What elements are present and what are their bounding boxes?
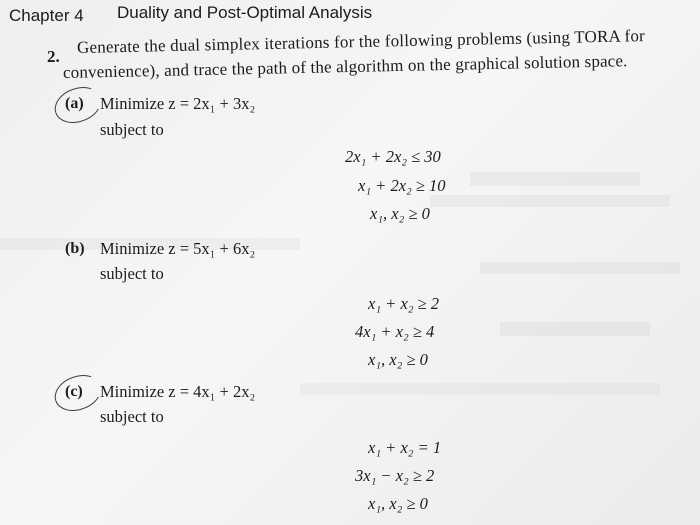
- bleed-through-mark: [430, 195, 670, 207]
- part-b-subject-to: subject to: [100, 264, 164, 283]
- chapter-title: Duality and Post-Optimal Analysis: [117, 3, 373, 22]
- part-c-constraint-1: x₁ + x₂ = 1: [368, 438, 442, 457]
- part-a-constraint-2: x₁ + 2x₂ ≥ 10: [358, 176, 446, 195]
- part-c-subject-to: subject to: [100, 407, 164, 426]
- bleed-through-mark: [500, 322, 650, 336]
- part-a-objective: Minimize z = 2x₁ + 3x₂: [100, 94, 256, 113]
- part-c-constraint-3: x₁, x₂ ≥ 0: [368, 494, 428, 513]
- part-a-constraint-3: x₁, x₂ ≥ 0: [370, 204, 430, 223]
- chapter-label: Chapter 4: [9, 6, 84, 25]
- bleed-through-mark: [300, 383, 660, 395]
- part-c-label: (c): [65, 383, 83, 400]
- part-a-constraint-1: 2x₁ + 2x₂ ≤ 30: [345, 147, 441, 166]
- part-a-subject-to: subject to: [100, 120, 164, 139]
- part-b-label: (b): [65, 240, 85, 257]
- part-b-constraint-1: x₁ + x₂ ≥ 2: [368, 294, 440, 313]
- problem-statement-line-1: Generate the dual simplex iterations for the following problems (using TORA for: [76, 26, 646, 57]
- part-c-objective: Minimize z = 4x₁ + 2x₂: [100, 382, 256, 401]
- part-b-constraint-3: x₁, x₂ ≥ 0: [368, 350, 428, 369]
- part-b-objective: Minimize z = 5x₁ + 6x₂: [100, 239, 256, 258]
- bleed-through-mark: [480, 262, 680, 274]
- problem-number: 2.: [47, 47, 60, 66]
- bleed-through-mark: [470, 172, 640, 186]
- part-b-constraint-2: 4x₁ + x₂ ≥ 4: [355, 322, 435, 341]
- problem-statement-line-2: convenience), and trace the path of the algorithm on the graphical solution space.: [62, 51, 628, 82]
- part-c-constraint-2: 3x₁ − x₂ ≥ 2: [355, 466, 435, 485]
- part-a-label: (a): [65, 95, 84, 112]
